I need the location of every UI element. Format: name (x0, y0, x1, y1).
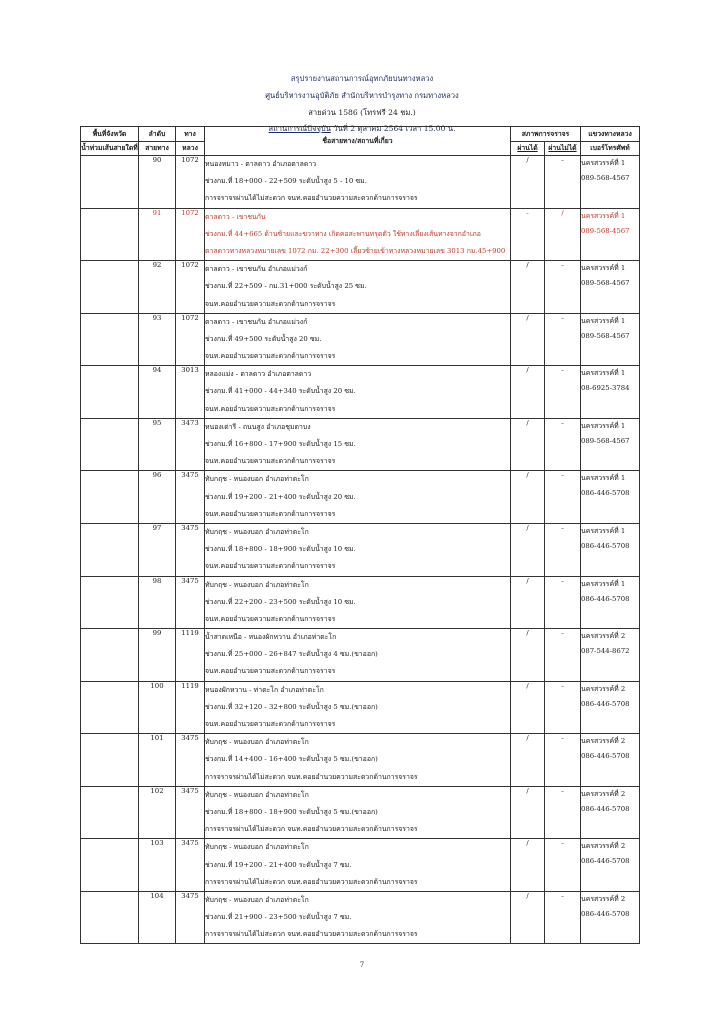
province-cell (81, 156, 139, 209)
route-details (205, 891, 511, 944)
route-water-level: ช่วงกม.ที่ 49+500 ระดับน้ำสูง 20 ซม. (205, 334, 322, 343)
province-cell (81, 471, 139, 524)
route-water-level: ช่วงกม.ที่ 21+900 - 23+500 ระดับน้ำสูง 7 ซม. (205, 913, 352, 922)
passable-mark: / (511, 681, 545, 734)
impassable-mark: - (545, 313, 581, 366)
route-name: ตาลดาว - เขาชนกัน อำเภอแม่วงก์ (205, 265, 308, 274)
route-traffic-note: การจราจรผ่านได้ไม่สะดวก จนท.คอยอำนวยความสะดวกด้านการจราจร (205, 825, 418, 834)
impassable-mark: - (545, 418, 581, 471)
report-title: สรุปรายงานสถานการณ์อุทกภัยบนทางหลวง (290, 74, 434, 83)
route-water-level: ช่วงกม.ที่ 19+200 - 21+400 ระดับน้ำสูง 20 ซม. (205, 492, 356, 501)
district-contact (581, 366, 640, 419)
route-traffic-note: จนท.คอยอำนวยความสะดวกด้านการจราจร (205, 299, 336, 308)
route-name: หนองเต่ารี - ถนนสูง อำเภอชุมตาบง (205, 422, 311, 431)
route-water-level: ช่วงกม.ที่ 19+200 - 21+400 ระดับน้ำสูง 7 ซม. (205, 860, 352, 869)
route-water-level: ช่วงกม.ที่ 14+400 - 16+400 ระดับน้ำสูง 5 ซม.(ขาออก) (205, 755, 378, 764)
flood-status-table (80, 126, 640, 944)
table-row (81, 734, 640, 787)
route-name: หนองผักหวาน - ท่าตะโก อำเภอท่าตะโก (205, 685, 324, 694)
province-cell (81, 891, 139, 944)
district-name: นครสวรรค์ที่ 1 (581, 526, 626, 535)
passable-mark: / (511, 261, 545, 314)
route-water-level: ช่วงกม.ที่ 41+000 - 44+340 ระดับน้ำสูง 20 ซม. (205, 387, 356, 396)
district-contact (581, 418, 640, 471)
status-label: สถานการณ์ปัจจุบัน (268, 124, 331, 133)
road-number: 1072 (176, 261, 205, 314)
province-cell (81, 734, 139, 787)
district-name: นครสวรรค์ที่ 1 (581, 264, 626, 273)
province-cell (81, 576, 139, 629)
route-traffic-note: การจราจรผ่านได้ไม่สะดวก จนท.คอยอำนวยความสะดวกด้านการจราจร (205, 930, 418, 939)
table-row (81, 261, 640, 314)
province-cell (81, 418, 139, 471)
road-number: 1072 (176, 208, 205, 261)
impassable-mark: - (545, 156, 581, 209)
passable-mark: / (511, 156, 545, 209)
route-details (205, 418, 511, 471)
district-phone: 086-446-5708 (581, 541, 630, 550)
province-cell (81, 523, 139, 576)
road-number: 3473 (176, 418, 205, 471)
route-details (205, 734, 511, 787)
col-province-header: พื้นที่จังหวัด (81, 127, 139, 142)
district-phone: 089-568-4567 (581, 226, 630, 235)
col-district-header: แขวงทางหลวง (581, 127, 640, 142)
route-traffic-note: จนท.คอยอำนวยความสะดวกด้านการจราจร (205, 457, 336, 466)
row-number: 92 (139, 261, 176, 314)
route-name: น้ำสาดเหนือ - หนองผักหวาน อำเภอท่าตะโก (205, 633, 337, 642)
route-details (205, 786, 511, 839)
table-row (81, 208, 640, 261)
district-name: นครสวรรค์ที่ 2 (581, 737, 626, 746)
district-contact (581, 523, 640, 576)
impassable-mark: - (545, 629, 581, 682)
table-row (81, 156, 640, 209)
hotline: สายด่วน 1586 (โทรฟรี 24 ชม.) (308, 108, 416, 117)
col-road-header: ทาง (176, 127, 205, 142)
road-number: 3475 (176, 471, 205, 524)
table-row (81, 891, 640, 944)
table-row (81, 523, 640, 576)
district-phone: 089-568-4567 (581, 279, 630, 288)
district-phone: 086-446-5708 (581, 594, 630, 603)
route-name: ทับกฤช - หนองบอก อำเภอท่าตะโก (205, 790, 309, 799)
page-number: 7 (359, 961, 365, 969)
route-water-level: ช่วงกม.ที่ 18+800 - 18+900 ระดับน้ำสูง 10 ซม. (205, 545, 356, 554)
route-water-level: ช่วงกม.ที่ 44+665 ด้านซ้ายและขวาทาง เกิดคอสะพานทรุดตัว ใช้ทางเลี่ยงเส้นทางจากอำเภอ (205, 229, 481, 238)
road-number: 1119 (176, 629, 205, 682)
district-name: นครสวรรค์ที่ 2 (581, 632, 626, 641)
impassable-mark: - (545, 261, 581, 314)
row-number: 102 (139, 786, 176, 839)
row-number: 101 (139, 734, 176, 787)
district-phone: 089-568-4567 (581, 436, 630, 445)
passable-mark: / (511, 576, 545, 629)
district-phone: 08-6925-3784 (581, 384, 630, 393)
impassable-mark: - (545, 839, 581, 892)
table-body (81, 156, 640, 944)
status-date: วันที่ 2 ตุลาคม 2564 เวลา 15.00 น. (333, 124, 456, 133)
district-phone: 086-446-5708 (581, 857, 630, 866)
district-contact (581, 891, 640, 944)
road-number: 3475 (176, 839, 205, 892)
table-row (81, 471, 640, 524)
row-number: 91 (139, 208, 176, 261)
district-contact (581, 576, 640, 629)
col-order-header-2: สายทาง (139, 142, 176, 156)
route-water-level: ช่วงกม.ที่ 18+000 - 22+509 ระดับน้ำสูง 5 - 10 ซม. (205, 177, 367, 186)
route-traffic-note: ตาลดาวทางหลวงหมายเลข 1072 กม. 22+300 เลี้ยวซ้ายเข้าทางหลวงหมายเลข 3013 กม.45+900 (205, 246, 506, 255)
report-department: ศูนย์บริหารงานอุบัติภัย สำนักบริหารบำรุงทาง กรมทางหลวง (265, 91, 459, 100)
province-cell (81, 839, 139, 892)
district-phone: 089-568-4567 (581, 331, 630, 340)
route-name: หนองหมาว - ตาลดาว อำเภอตาลดาว (205, 160, 317, 168)
route-traffic-note: จนท.คอยอำนวยความสะดวกด้านการจราจร (205, 404, 336, 413)
impassable-mark: - (545, 576, 581, 629)
road-number: 1072 (176, 156, 205, 209)
passable-mark: / (511, 734, 545, 787)
passable-mark: / (511, 629, 545, 682)
impassable-mark: / (545, 208, 581, 261)
road-number: 3475 (176, 734, 205, 787)
col-road-header-2: หลวง (176, 142, 205, 156)
route-details (205, 471, 511, 524)
route-water-level: ช่วงกม.ที่ 22+200 - 23+500 ระดับน้ำสูง 10 ซม. (205, 597, 356, 606)
table-row (81, 786, 640, 839)
province-cell (81, 208, 139, 261)
route-traffic-note: จนท.คอยอำนวยความสะดวกด้านการจราจร (205, 509, 336, 518)
passable-mark: / (511, 366, 545, 419)
district-contact (581, 208, 640, 261)
district-contact (581, 261, 640, 314)
district-contact (581, 471, 640, 524)
district-phone: 086-446-5708 (581, 489, 630, 498)
route-name: ทับกฤช - หนองบอก อำเภอท่าตะโก (205, 527, 309, 536)
row-number: 104 (139, 891, 176, 944)
route-name: ทับกฤช - หนองบอก อำเภอท่าตะโก (205, 475, 309, 484)
route-details (205, 576, 511, 629)
district-name: นครสวรรค์ที่ 1 (581, 159, 626, 167)
route-traffic-note: การจราจรผ่านได้ไม่สะดวก จนท.คอยอำนวยความสะดวกด้านการจราจร (205, 772, 418, 781)
district-phone: 086-446-5708 (581, 752, 630, 761)
impassable-mark: - (545, 891, 581, 944)
district-name: นครสวรรค์ที่ 1 (581, 369, 626, 378)
road-number: 1119 (176, 681, 205, 734)
district-name: นครสวรรค์ที่ 1 (581, 316, 626, 325)
row-number: 95 (139, 418, 176, 471)
row-number: 99 (139, 629, 176, 682)
route-water-level: ช่วงกม.ที่ 32+120 - 32+800 ระดับน้ำสูง 5 ซม.(ขาออก) (205, 702, 378, 711)
col-impassable-header: ผ่านไม่ได้ (545, 142, 581, 156)
province-cell (81, 313, 139, 366)
table-row (81, 681, 640, 734)
route-water-level: ช่วงกม.ที่ 18+800 - 18+900 ระดับน้ำสูง 5 ซม.(ขาออก) (205, 807, 378, 816)
road-number: 3475 (176, 576, 205, 629)
district-name: นครสวรรค์ที่ 2 (581, 842, 626, 851)
passable-mark: - (511, 208, 545, 261)
road-number: 1072 (176, 313, 205, 366)
row-number: 97 (139, 523, 176, 576)
province-cell (81, 786, 139, 839)
table-row (81, 313, 640, 366)
impassable-mark: - (545, 471, 581, 524)
district-contact (581, 734, 640, 787)
row-number: 103 (139, 839, 176, 892)
impassable-mark: - (545, 681, 581, 734)
route-name: ทับกฤช - หนองบอก อำเภอท่าตะโก (205, 843, 309, 852)
route-details (205, 366, 511, 419)
route-details (205, 523, 511, 576)
road-number: 3475 (176, 523, 205, 576)
passable-mark: / (511, 471, 545, 524)
impassable-mark: - (545, 523, 581, 576)
district-name: นครสวรรค์ที่ 2 (581, 789, 626, 798)
route-name: ทับกฤช - หนองบอก อำเภอท่าตะโก (205, 738, 309, 747)
district-contact (581, 629, 640, 682)
passable-mark: / (511, 418, 545, 471)
district-phone: 086-446-5708 (581, 804, 630, 813)
province-cell (81, 681, 139, 734)
province-cell (81, 629, 139, 682)
district-name: นครสวรรค์ที่ 1 (581, 579, 626, 588)
route-traffic-note: จนท.คอยอำนวยความสะดวกด้านการจราจร (205, 667, 336, 676)
route-traffic-note: การจราจรผ่านได้ไม่สะดวก จนท.คอยอำนวยความสะดวกด้านการจราจร (205, 194, 418, 203)
route-details (205, 208, 511, 261)
district-contact (581, 313, 640, 366)
route-details (205, 261, 511, 314)
col-traffic-header: สภาพการจราจร (511, 127, 581, 142)
district-contact (581, 156, 640, 209)
table-row (81, 366, 640, 419)
route-details (205, 313, 511, 366)
route-name: ตาลดาว - เขาชนกัน (205, 212, 266, 221)
impassable-mark: - (545, 786, 581, 839)
passable-mark: / (511, 839, 545, 892)
district-name: นครสวรรค์ที่ 2 (581, 684, 626, 693)
table-row (81, 418, 640, 471)
route-water-level: ช่วงกม.ที่ 22+509 - กม.31+000 ระดับน้ำสูง 25 ซม. (205, 282, 367, 291)
row-number: 96 (139, 471, 176, 524)
row-number: 90 (139, 156, 176, 209)
route-traffic-note: จนท.คอยอำนวยความสะดวกด้านการจราจร (205, 352, 336, 361)
passable-mark: / (511, 891, 545, 944)
passable-mark: / (511, 523, 545, 576)
row-number: 94 (139, 366, 176, 419)
route-name: ทับกฤช - หนองบอก อำเภอท่าตะโก (205, 580, 309, 589)
table-row (81, 576, 640, 629)
district-phone: 087-544-8672 (581, 647, 630, 656)
district-phone: 089-568-4567 (581, 174, 630, 182)
row-number: 93 (139, 313, 176, 366)
table-row (81, 839, 640, 892)
row-number: 98 (139, 576, 176, 629)
passable-mark: / (511, 786, 545, 839)
route-name: หลองแม่ง - ตาลดาว อำเภอตาลดาว (205, 370, 312, 379)
col-order-header: ลำดับ (139, 127, 176, 142)
route-name: ตาลดาว - เขาชนกัน อำเภอแม่วงก์ (205, 317, 308, 326)
province-cell (81, 261, 139, 314)
road-number: 3013 (176, 366, 205, 419)
province-cell (81, 366, 139, 419)
road-number: 3475 (176, 786, 205, 839)
district-name: นครสวรรค์ที่ 1 (581, 211, 626, 220)
route-water-level: ช่วงกม.ที่ 16+800 - 17+900 ระดับน้ำสูง 15 ซม. (205, 440, 356, 448)
route-traffic-note: จนท.คอยอำนวยความสะดวกด้านการจราจร (205, 614, 336, 623)
district-name: นครสวรรค์ที่ 1 (581, 474, 626, 483)
table-row (81, 629, 640, 682)
route-traffic-note: การจราจรผ่านได้ไม่สะดวก จนท.คอยอำนวยความสะดวกด้านการจราจร (205, 877, 418, 886)
col-passable-header: ผ่านได้ (511, 142, 545, 156)
route-traffic-note: จนท.คอยอำนวยความสะดวกด้านการจราจร (205, 720, 336, 728)
district-contact (581, 839, 640, 892)
passable-mark: / (511, 313, 545, 366)
route-details (205, 156, 511, 209)
route-name: ทับกฤช - หนองบอก อำเภอท่าตะโก (205, 895, 309, 904)
col-phone-header: เบอร์โทรศัพท์ (581, 142, 640, 156)
route-details (205, 681, 511, 734)
district-contact (581, 681, 640, 734)
district-name: นครสวรรค์ที่ 2 (581, 894, 626, 903)
road-number: 3475 (176, 891, 205, 944)
row-number: 100 (139, 681, 176, 734)
impassable-mark: - (545, 734, 581, 787)
route-details (205, 839, 511, 892)
district-contact (581, 786, 640, 839)
district-name: นครสวรรค์ที่ 1 (581, 421, 626, 430)
district-phone: 086-446-5708 (581, 909, 630, 918)
col-route-name-header: ชื่อสายทาง/สถานที่เกี่ยว (205, 127, 511, 156)
route-traffic-note: จนท.คอยอำนวยความสะดวกด้านการจราจร (205, 562, 336, 571)
col-province-header-2: น้ำท่วมเส้นสายใดที่ (81, 142, 139, 156)
impassable-mark: - (545, 366, 581, 419)
route-details (205, 629, 511, 682)
route-water-level: ช่วงกม.ที่ 25+000 - 26+847 ระดับน้ำสูง 4 ซม.(ขาออก) (205, 650, 378, 659)
district-phone: 086-446-5708 (581, 699, 630, 708)
